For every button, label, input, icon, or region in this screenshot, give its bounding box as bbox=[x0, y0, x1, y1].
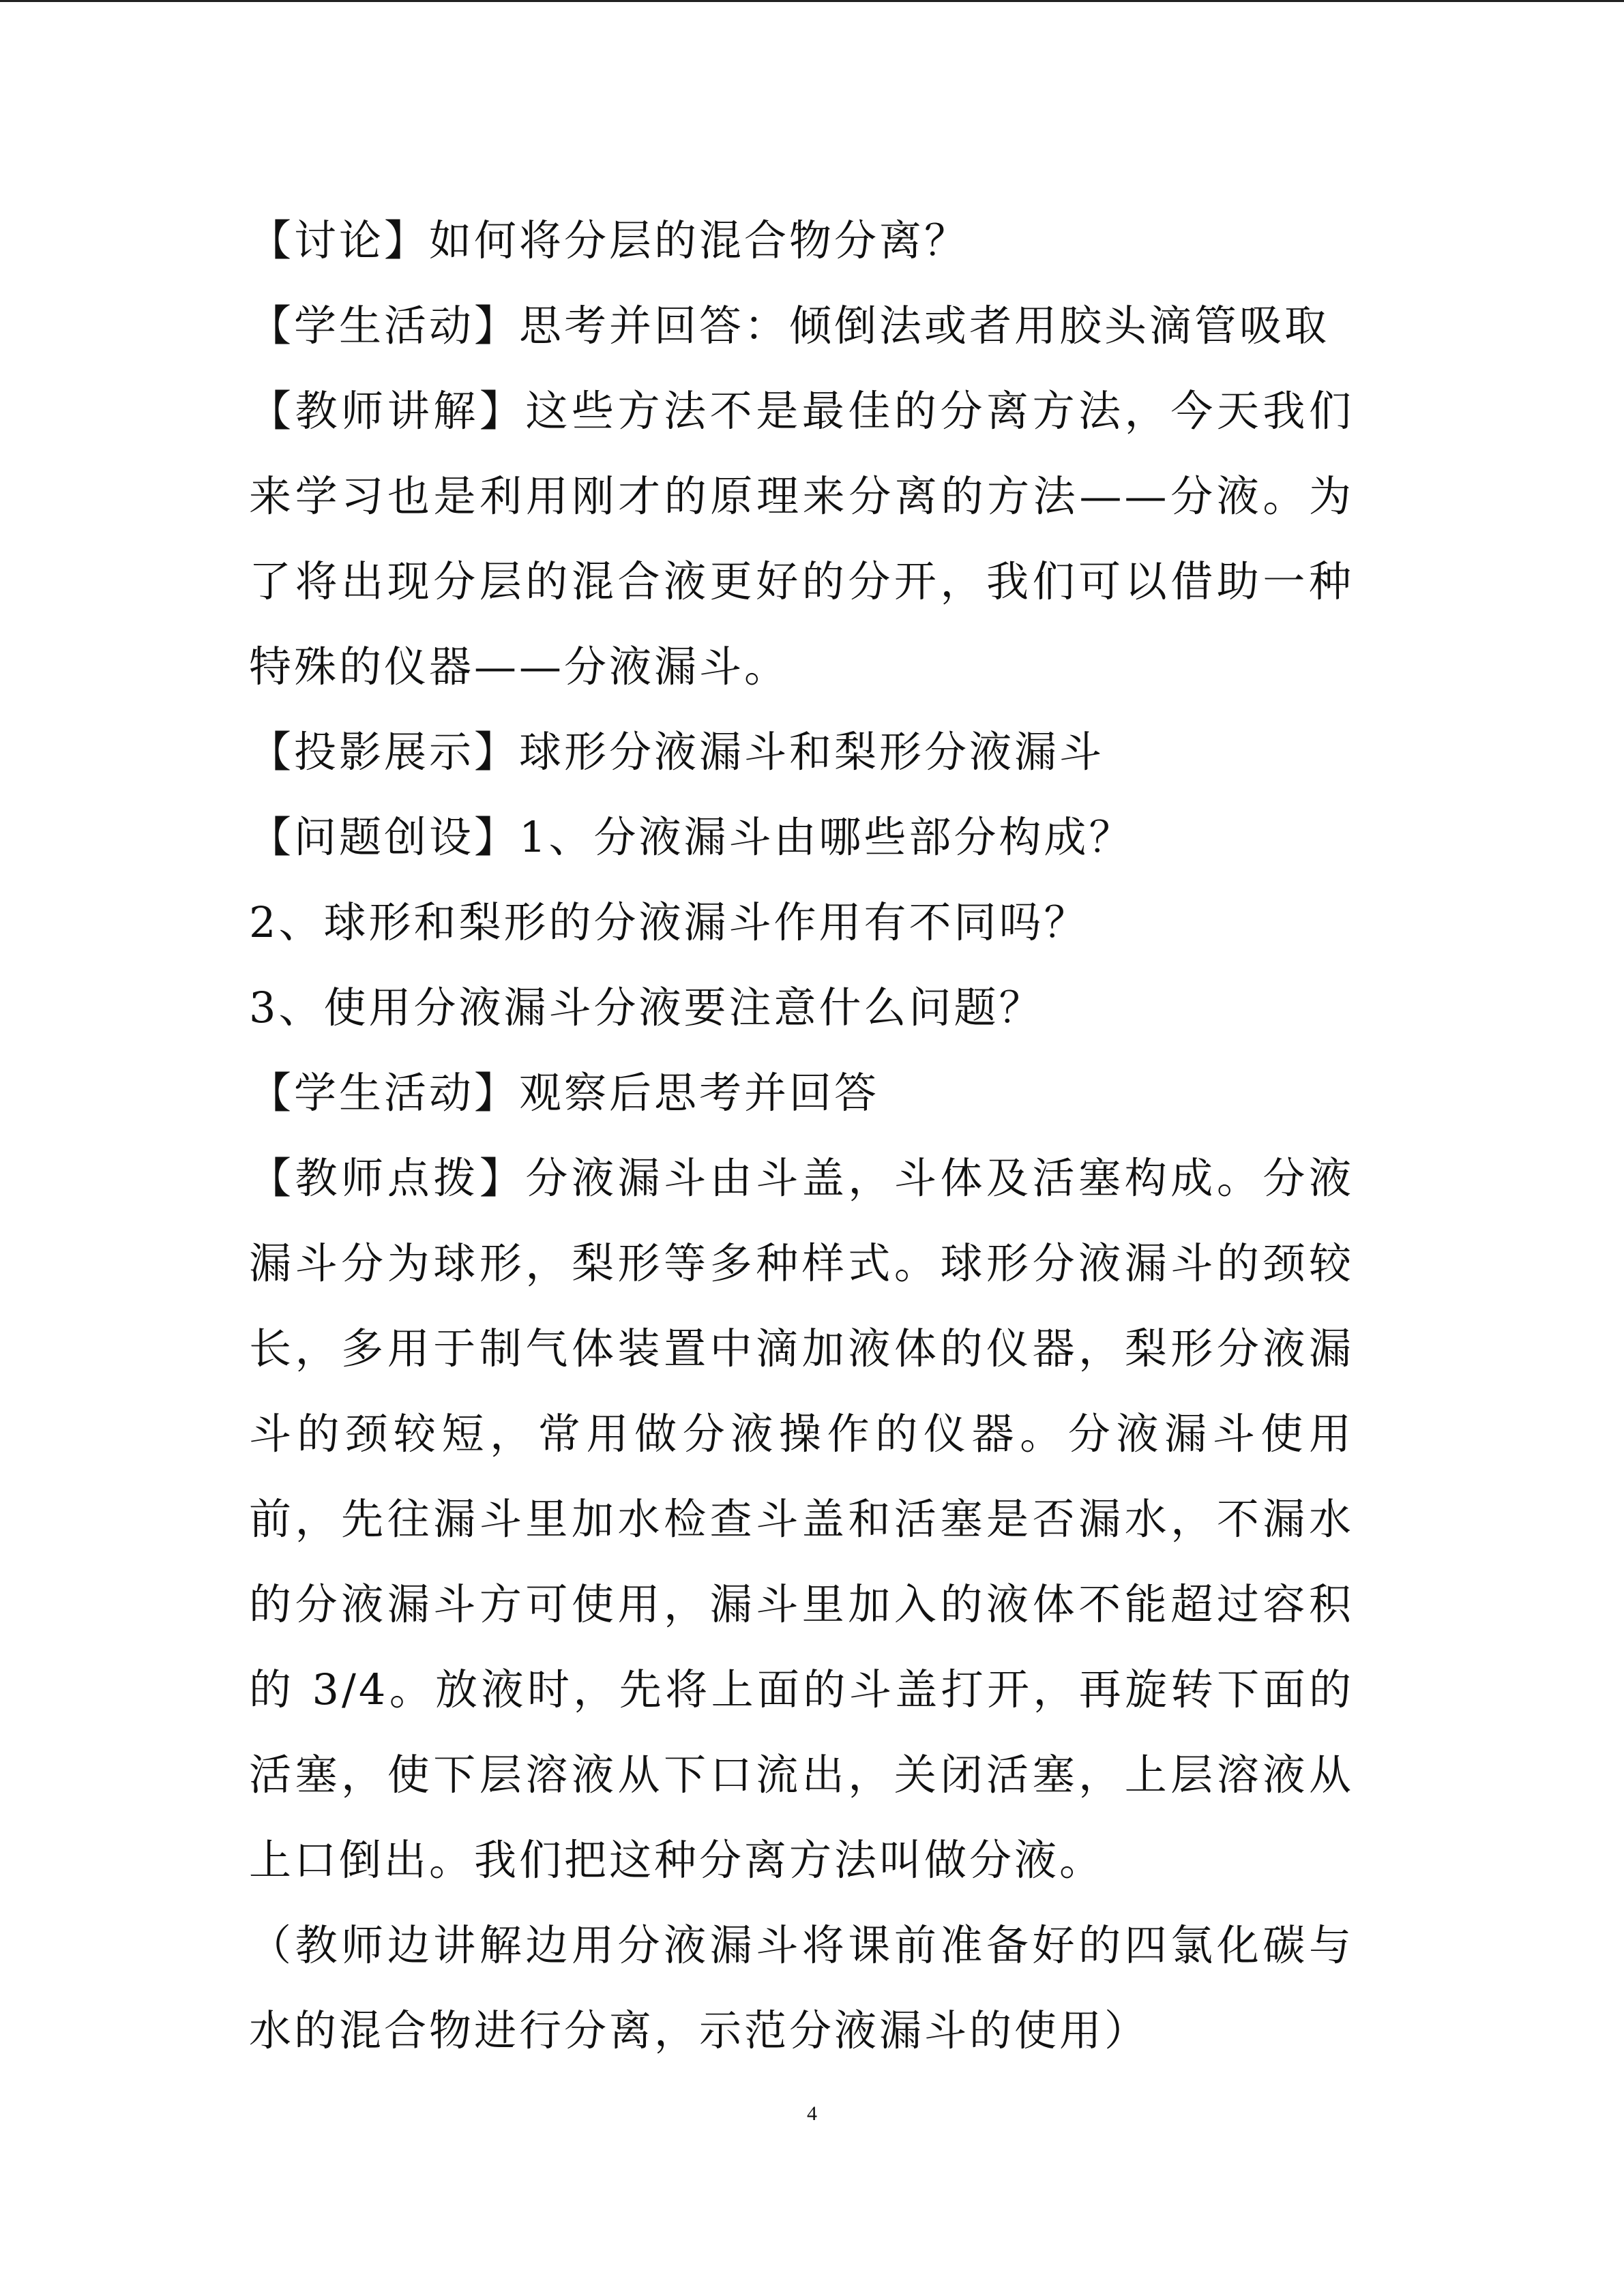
paragraph-teacher-guidance bbox=[249, 1135, 1354, 1903]
paragraph-text: 思考并回答：倾倒法或者用胶头滴管吸取 bbox=[519, 301, 1330, 351]
paragraph-text: 这些方法不是最佳的分离方法，今天我们来学习也是利用刚才的原理来分离的方法——分液。为了将出现分层的混合液更好的分开，我们可以借助一种特殊的仪器——分液漏斗。 bbox=[249, 386, 1354, 691]
paragraph-demonstration-note bbox=[249, 1903, 1354, 2073]
section-tag: 【讨论】 bbox=[249, 215, 430, 265]
paragraph-question-3 bbox=[249, 965, 1354, 1050]
paragraph-projection-display bbox=[249, 709, 1354, 794]
paragraph-teacher-explanation bbox=[249, 368, 1354, 709]
paragraph-question-1 bbox=[249, 794, 1354, 880]
paragraph-text: （教师边讲解边用分液漏斗将课前准备好的四氯化碳与水的混合物进行分离，示范分液漏斗的使用） bbox=[249, 1920, 1354, 2055]
paragraph-text: 如何将分层的混合物分离？ bbox=[429, 215, 970, 265]
paragraph-question-2 bbox=[249, 880, 1354, 965]
section-tag: 【学生活动】 bbox=[249, 1068, 520, 1118]
paragraph-text: 分液漏斗由斗盖，斗体及活塞构成。分液漏斗分为球形，梨形等多种样式。球形分液漏斗的颈较长，多用于制气体装置中滴加液体的仪器，梨形分液漏斗的颈较短，常用做分液操作的仪器。分液漏斗使用前，先往漏斗里加水检查斗盖和活塞是否漏水，不漏水的分液漏斗方可使用，漏斗里加入的液体不能超过容积的 3/4。放液时，先将上面的斗盖打开，再旋转下面的活塞，使下层溶液从下口流出，关闭活塞，上层溶液从上口倒出。我们把这种分离方法叫做分液。 bbox=[249, 1153, 1354, 1885]
paragraph-student-activity-1 bbox=[249, 283, 1354, 368]
section-tag: 【问题创设】 bbox=[249, 812, 520, 862]
paragraph-text: 球形分液漏斗和梨形分液漏斗 bbox=[519, 727, 1105, 777]
section-tag: 【教师讲解】 bbox=[249, 386, 526, 436]
paragraph-text: 2、球形和梨形的分液漏斗作用有不同吗？ bbox=[249, 897, 1089, 947]
paragraph-text: 1、分液漏斗由哪些部分构成？ bbox=[519, 812, 1134, 862]
paragraph-text: 观察后思考并回答 bbox=[519, 1068, 880, 1118]
section-tag: 【学生活动】 bbox=[249, 301, 520, 351]
paragraph-student-activity-2 bbox=[249, 1050, 1354, 1135]
section-tag: 【教师点拨】 bbox=[249, 1153, 526, 1203]
page-number: 4 bbox=[807, 2102, 817, 2125]
top-border-line bbox=[0, 0, 1624, 2]
paragraph-text: 3、使用分液漏斗分液要注意什么问题？ bbox=[249, 983, 1044, 1032]
section-tag: 【投影展示】 bbox=[249, 727, 520, 777]
paragraph-discussion bbox=[249, 198, 1354, 283]
document-body bbox=[249, 198, 1354, 2073]
